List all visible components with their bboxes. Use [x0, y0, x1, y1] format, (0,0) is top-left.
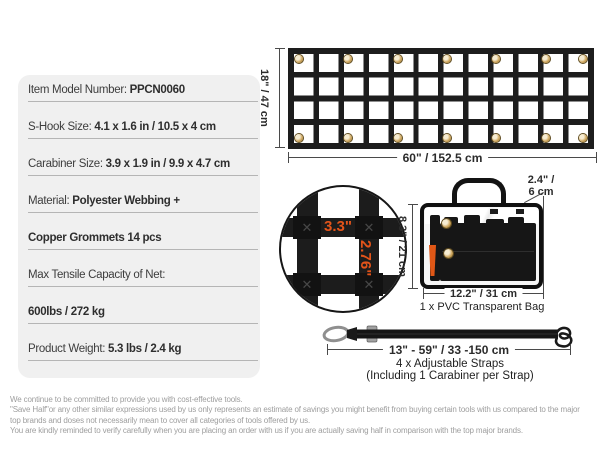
- mesh-closeup-circle: [281, 187, 405, 311]
- stitch-box-icon: ✕: [293, 216, 321, 239]
- stitch-box-icon: ✕: [355, 273, 383, 296]
- spec-value: 3.9 x 1.9 in / 9.9 x 4.7 cm: [105, 158, 230, 170]
- cargo-net-illustration: [288, 48, 594, 149]
- disclaimer-text: [10, 395, 598, 437]
- spec-row-model: [28, 83, 258, 102]
- grommet-icon: [394, 55, 402, 63]
- spec-value: PPCN0060: [129, 84, 185, 96]
- spec-label: Material:: [28, 195, 73, 207]
- grommet-icon: [579, 134, 587, 142]
- strap-connector: [347, 327, 357, 341]
- grommet-icon: [492, 134, 500, 142]
- spec-row-tensile: [28, 268, 258, 287]
- bag-height-dimension-line: [412, 204, 413, 289]
- bag-width-dimension-label: 12.2" / 31 cm: [444, 288, 523, 300]
- grommet-icon: [295, 134, 303, 142]
- disclaimer-line: We continue to be committed to provide you with cost-effective tools.: [10, 395, 243, 404]
- mesh-cell-height-label: 2.76": [357, 239, 374, 277]
- spec-row-carabiner: [28, 157, 258, 176]
- bag-depth-label-line2: 6 cm: [528, 186, 554, 198]
- grommet-icon: [442, 219, 451, 228]
- mesh-cell-width-label: 3.3": [324, 218, 352, 235]
- bag-depth-dimension-label: [515, 174, 567, 198]
- bag-right-extension-line: [543, 196, 544, 293]
- strap-caption: [325, 359, 575, 382]
- net-width-dimension-label: 60" / 152.5 cm: [397, 151, 489, 165]
- zipper-tab-icon: [516, 209, 524, 214]
- bag-caption: 1 x PVC Transparent Bag: [419, 301, 545, 313]
- grommet-icon: [542, 55, 550, 63]
- disclaimer-line: You are kindly reminded to verify carefully when you are placing an order with us if you are actually saving half in comparison with the top major brands.: [10, 426, 523, 436]
- strap-length-dimension-label: 13" - 59" / 33 -150 cm: [383, 343, 515, 357]
- net-height-dimension-label: 18" / 47 cm: [258, 69, 270, 127]
- stitch-box-icon: ✕: [355, 216, 383, 239]
- bag-pocket-flap: [508, 217, 524, 227]
- bag-pocket-flap: [486, 219, 504, 227]
- spec-value: 4.1 x 1.6 in / 10.5 x 4 cm: [94, 121, 216, 133]
- spec-value: 5.3 lbs / 2.4 kg: [108, 343, 182, 355]
- spec-value: Copper Grommets 14 pcs: [28, 232, 162, 244]
- spec-row-material: [28, 194, 258, 213]
- spec-label: Product Weight:: [28, 343, 109, 355]
- spec-row-capacity: [28, 305, 258, 324]
- bag-width-dimension: [423, 287, 544, 300]
- bag-pocket-seam: [442, 251, 534, 252]
- spec-label: S-Hook Size:: [28, 121, 95, 133]
- spec-row-shook: [28, 120, 258, 139]
- grommet-icon: [344, 134, 352, 142]
- bag-pocket-panel: [440, 223, 536, 281]
- grommet-icon: [443, 55, 451, 63]
- bag-pocket-flap: [464, 215, 480, 227]
- spec-value: Polyester Webbing +: [72, 195, 180, 207]
- strap-caption-line1: 4 x Adjustable Straps: [395, 358, 505, 370]
- grommet-icon: [444, 249, 453, 258]
- net-height-dimension-line: [279, 48, 280, 148]
- grommet-icon: [443, 134, 451, 142]
- grommet-icon: [295, 55, 303, 63]
- spec-label: Item Model Number:: [28, 84, 130, 96]
- grommet-icon: [579, 55, 587, 63]
- spec-panel: [18, 75, 260, 378]
- grommet-icon: [492, 55, 500, 63]
- grommet-icon: [394, 134, 402, 142]
- spec-label: Carabiner Size:: [28, 158, 106, 170]
- disclaimer-line: "Save Half"or any other similar expressions used by us only represents an estimate of savings you might benefit from buying certain tools with us compared to the major: [10, 405, 580, 415]
- grommet-icon: [542, 134, 550, 142]
- spec-row-grommets: [28, 231, 258, 250]
- net-width-dimension: [288, 151, 597, 164]
- spec-label: Max Tensile Capacity of Net:: [28, 269, 166, 281]
- bag-depth-label-line1: 2.4" /: [527, 174, 555, 186]
- pvc-bag-illustration: [420, 203, 543, 289]
- spec-row-weight: [28, 342, 258, 361]
- strap-caption-line2: (Including 1 Carabiner per Strap): [366, 369, 534, 382]
- bag-handle: [452, 178, 506, 206]
- strap-length-dimension: [327, 343, 571, 356]
- grommet-icon: [344, 55, 352, 63]
- stitch-box-icon: ✕: [293, 273, 321, 296]
- carabiner-icon: [323, 326, 349, 343]
- spec-value: 600lbs / 272 kg: [28, 306, 105, 318]
- disclaimer-line: top brands and doses not necessarily mean to cover all categories of tools offered by us.: [10, 415, 311, 425]
- bag-height-dimension-label: 8.3" / 21 cm: [396, 216, 408, 277]
- zipper-tab-icon: [490, 209, 498, 214]
